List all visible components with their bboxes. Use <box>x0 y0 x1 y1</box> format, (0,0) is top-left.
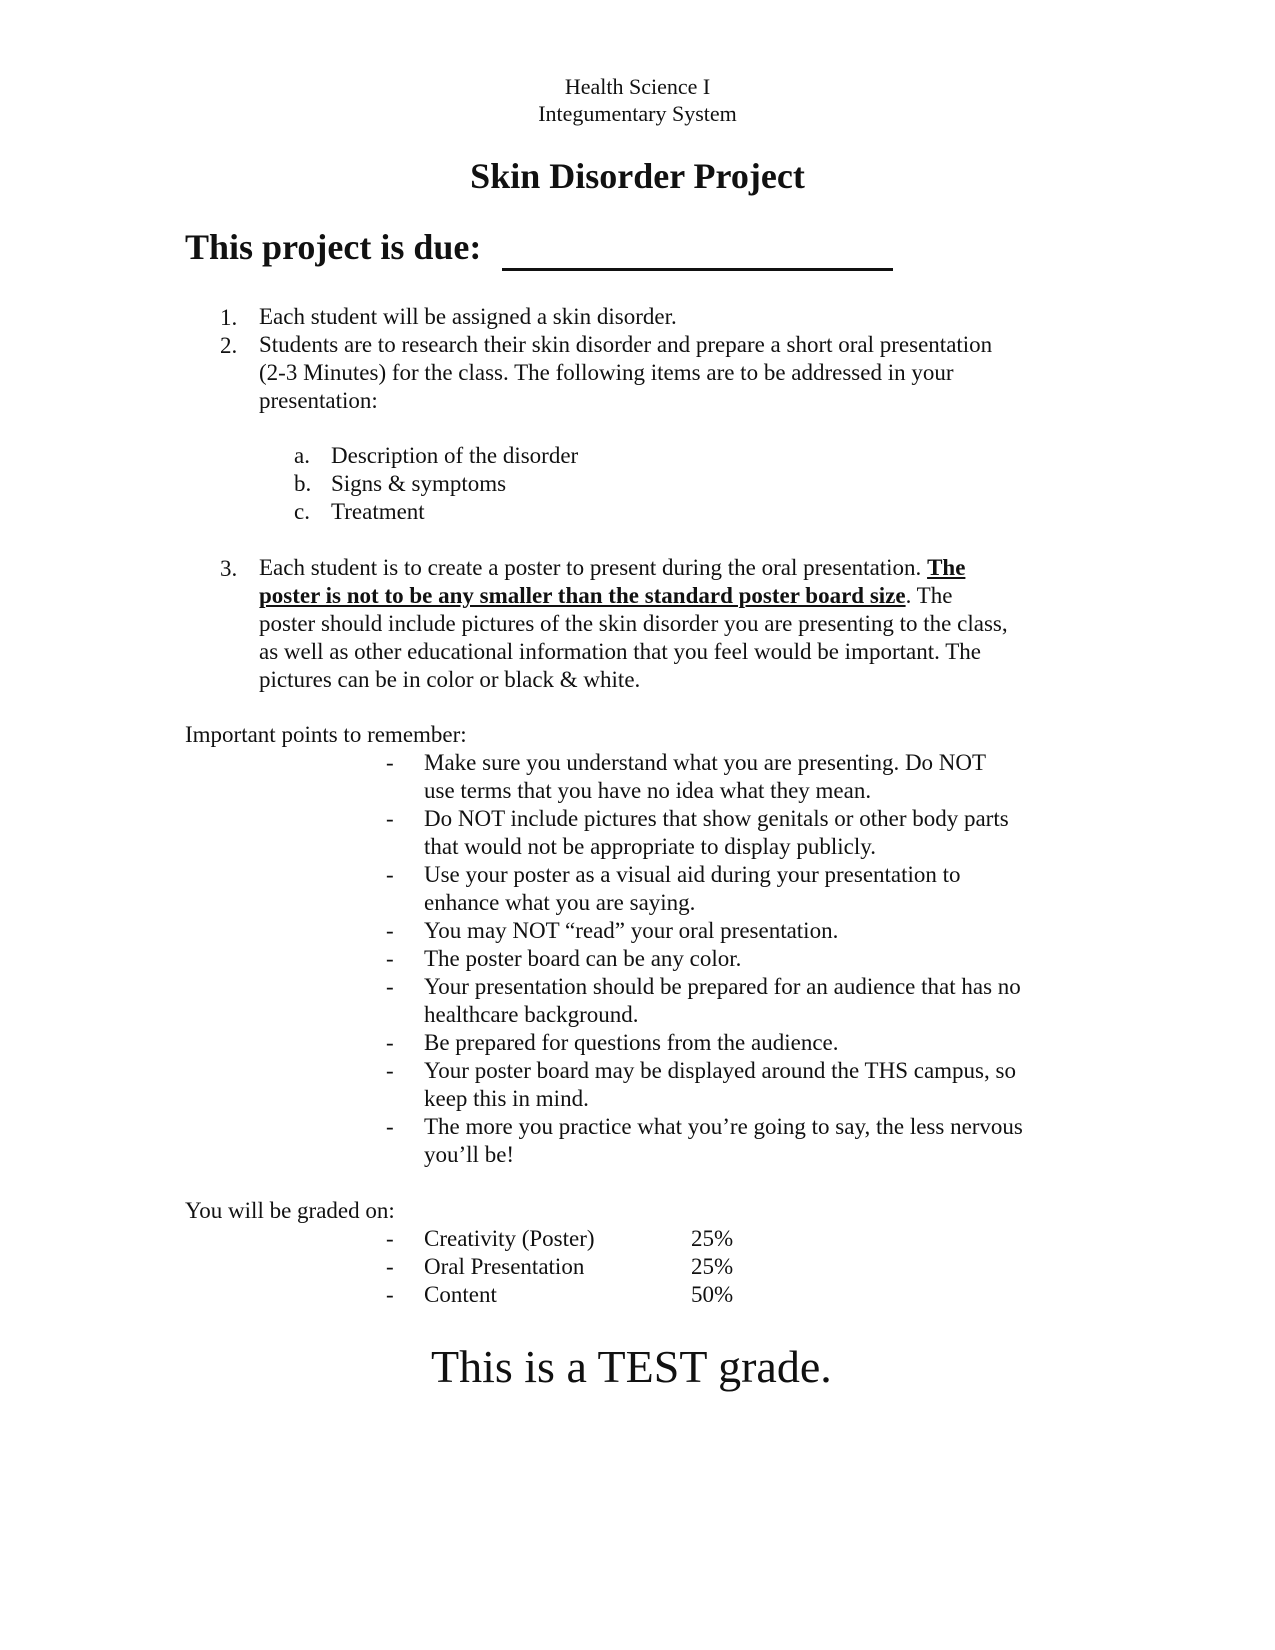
sub-item-text: Description of the disorder <box>331 443 579 468</box>
step-2-line: presentation: <box>259 388 378 413</box>
grading-item-label: Creativity (Poster) <box>424 1226 595 1251</box>
step-3-number: 3. <box>220 556 238 581</box>
sub-item-letter: c. <box>294 499 310 524</box>
point-line: you’ll be! <box>424 1142 515 1167</box>
sub-item-text: Treatment <box>331 499 425 524</box>
point-line: that would not be appropriate to display publicly. <box>424 834 877 859</box>
sub-item-letter: a. <box>294 443 310 468</box>
step-2-line: Students are to research their skin disorder and prepare a short oral presentation <box>259 332 993 357</box>
course-title: Health Science I <box>564 74 711 99</box>
step-1-number: 1. <box>220 305 238 330</box>
point-line: Your poster board may be displayed around the THS campus, so <box>424 1058 1016 1083</box>
point-line: keep this in mind. <box>424 1086 589 1111</box>
step-2-number: 2. <box>220 333 238 358</box>
step-3-line: pictures can be in color or black & white. <box>259 667 641 692</box>
unit-title: Integumentary System <box>538 101 737 126</box>
bullet-dash: - <box>386 1114 394 1139</box>
bullet-dash: - <box>386 1254 394 1279</box>
step-3-text: . The <box>905 583 953 608</box>
point-line: healthcare background. <box>424 1002 639 1027</box>
point-line: Be prepared for questions from the audience. <box>424 1030 839 1055</box>
bullet-dash: - <box>386 1030 394 1055</box>
point-line: Your presentation should be prepared for an audience that has no <box>424 974 1021 999</box>
point-line: You may NOT “read” your oral presentation. <box>424 918 839 943</box>
page-title: Skin Disorder Project <box>470 156 805 196</box>
bullet-dash: - <box>386 1226 394 1251</box>
points-heading: Important points to remember: <box>185 722 467 747</box>
step-3-line-2 <box>259 582 952 610</box>
step-3-text: Each student is to create a poster to present during the oral presentation. <box>259 555 928 580</box>
point-line: Use your poster as a visual aid during your presentation to <box>424 862 961 887</box>
bullet-dash: - <box>386 1282 394 1307</box>
step-3-line: poster should include pictures of the skin disorder you are presenting to the class, <box>259 611 1008 636</box>
step-3-emphasis: poster is not to be any smaller than the standard poster board size <box>259 583 906 608</box>
bullet-dash: - <box>386 946 394 971</box>
bullet-dash: - <box>386 862 394 887</box>
step-3-line-1 <box>259 554 965 582</box>
bullet-dash: - <box>386 1058 394 1083</box>
grading-item-label: Content <box>424 1282 497 1307</box>
point-line: Do NOT include pictures that show genitals or other body parts <box>424 806 1009 831</box>
point-line: enhance what you are saying. <box>424 890 696 915</box>
point-line: The more you practice what you’re going to say, the less nervous <box>424 1114 1023 1139</box>
bullet-dash: - <box>386 806 394 831</box>
due-date-blank[interactable] <box>502 268 893 271</box>
grading-item-label: Oral Presentation <box>424 1254 585 1279</box>
grading-item-weight: 50% <box>691 1282 734 1307</box>
sub-item-letter: b. <box>294 471 312 496</box>
step-3-line: as well as other educational information that you feel would be important. The <box>259 639 981 664</box>
bullet-dash: - <box>386 918 394 943</box>
bullet-dash: - <box>386 974 394 999</box>
grading-item-weight: 25% <box>691 1226 734 1251</box>
point-line: The poster board can be any color. <box>424 946 742 971</box>
footer-note: This is a TEST grade. <box>431 1341 832 1392</box>
grading-heading: You will be graded on: <box>185 1198 395 1223</box>
point-line: use terms that you have no idea what they mean. <box>424 778 872 803</box>
step-2-line: (2-3 Minutes) for the class. The following items are to be addressed in your <box>259 360 954 385</box>
point-line: Make sure you understand what you are presenting. Do NOT <box>424 750 987 775</box>
grading-item-weight: 25% <box>691 1254 734 1279</box>
bullet-dash: - <box>386 750 394 775</box>
step-3-emphasis: The <box>927 555 966 580</box>
sub-item-text: Signs & symptoms <box>331 471 507 496</box>
due-label: This project is due: <box>185 227 482 267</box>
step-1-text: Each student will be assigned a skin disorder. <box>259 304 677 329</box>
